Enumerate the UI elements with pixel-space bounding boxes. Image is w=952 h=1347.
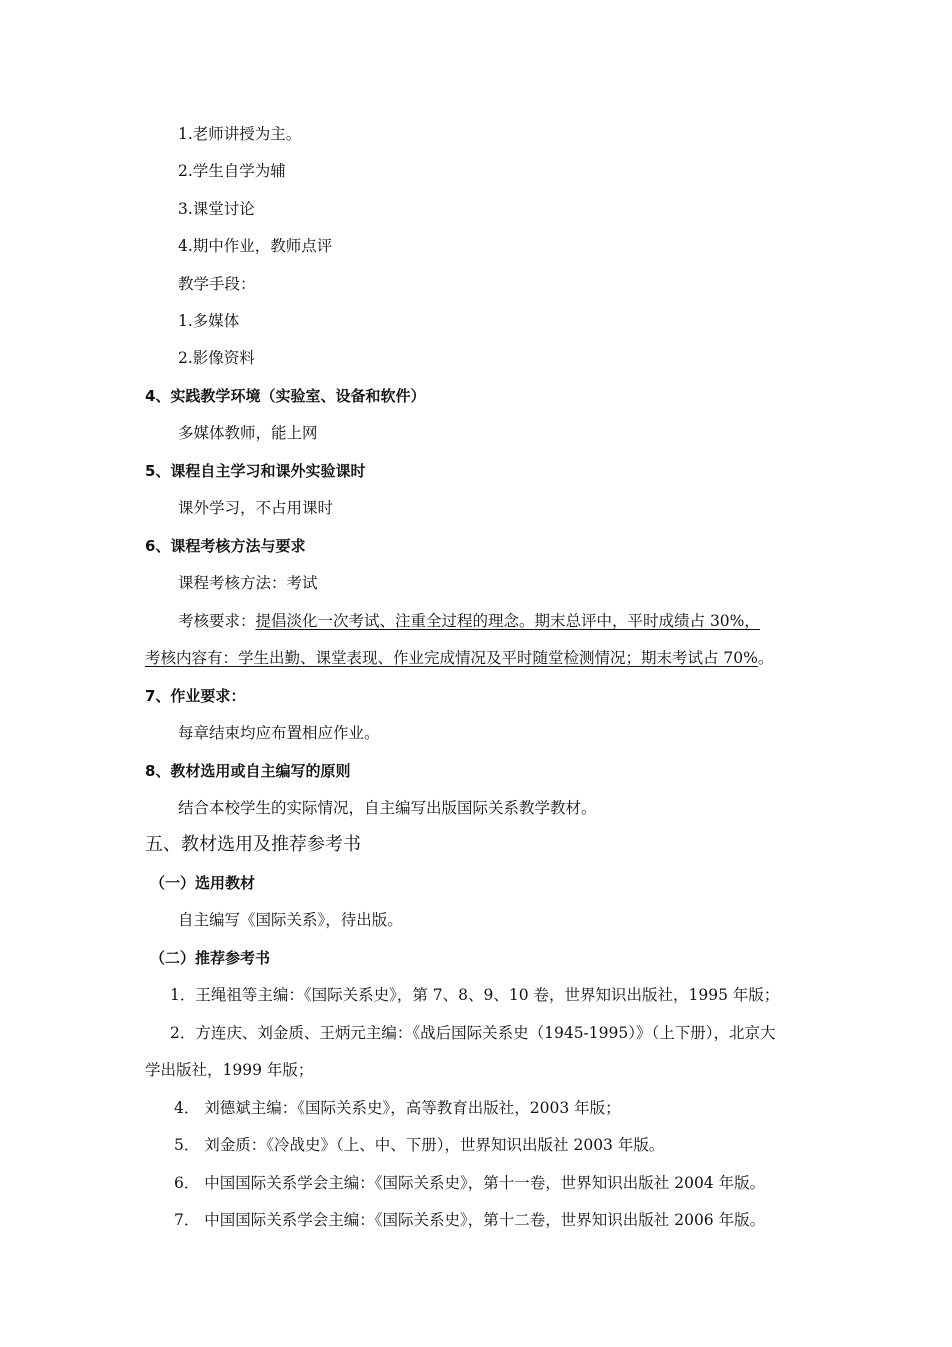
reference-2: 2．方连庆、刘金质、王炳元主编：《战后国际关系史（1945-1995）》（上下册），北京大 [170,1024,776,1042]
method-item-4: 4.期中作业，教师点评 [178,237,333,255]
section-4-text: 多媒体教师，能上网 [178,424,318,442]
method-item-2: 2.学生自学为辅 [178,162,286,180]
assessment-requirement-end: 。 [757,649,774,667]
reference-2-cont: 学出版社，1999 年版； [145,1061,314,1079]
section-5-text: 课外学习，不占用课时 [178,499,334,517]
assessment-method: 课程考核方法：考试 [178,574,318,592]
section-7-heading: 7、作业要求： [145,687,246,705]
assessment-requirement-line-2 [145,648,773,668]
means-item-2: 2.影像资料 [178,349,255,367]
section-4-heading: 4、实践教学环境（实验室、设备和软件） [145,387,426,405]
reference-1: 1．王绳祖等主编：《国际关系史》，第 7、8、9、10 卷，世界知识出版社，1995 年版； [170,986,780,1004]
method-item-3: 3.课堂讨论 [178,200,255,218]
assessment-requirement-text: 提倡淡化一次考试、注重全过程的理念。期末总评中，平时成绩占 30%， [255,612,760,630]
section-5-heading: 5、课程自主学习和课外实验课时 [145,462,366,480]
section-8-text: 结合本校学生的实际情况，自主编写出版国际关系教学教材。 [178,799,597,817]
reference-7: 7． 中国国际关系学会主编：《国际关系史》，第十二卷，世界知识出版社 2006 年版。 [174,1211,766,1229]
means-item-1: 1.多媒体 [178,312,240,330]
means-label: 教学手段： [178,275,256,293]
method-item-1: 1.老师讲授为主。 [178,125,302,143]
section-7-text: 每章结束均应布置相应作业。 [178,724,380,742]
reference-6: 6． 中国国际关系学会主编：《国际关系史》，第十一卷，世界知识出版社 2004 年版。 [174,1174,766,1192]
subsection-2-heading: （二）推荐参考书 [150,949,271,967]
subsection-1-text: 自主编写《国际关系》，待出版。 [178,911,403,929]
assessment-requirement-label: 考核要求： [178,612,256,630]
section-6-heading: 6、课程考核方法与要求 [145,537,306,555]
reference-5: 5． 刘金质：《冷战史》（上、中、下册），世界知识出版社 2003 年版。 [174,1136,665,1154]
reference-4: 4． 刘德斌主编：《国际关系史》，高等教育出版社，2003 年版； [174,1099,621,1117]
assessment-requirement-text-cont: 考核内容有：学生出勤、课堂表现、作业完成情况及平时随堂检测情况；期末考试占 70% [145,649,758,667]
subsection-1-heading: （一）选用教材 [150,874,256,892]
assessment-requirement-line-1 [178,611,760,631]
section-five-title: 五、教材选用及推荐参考书 [145,834,361,855]
section-8-heading: 8、教材选用或自主编写的原则 [145,762,351,780]
